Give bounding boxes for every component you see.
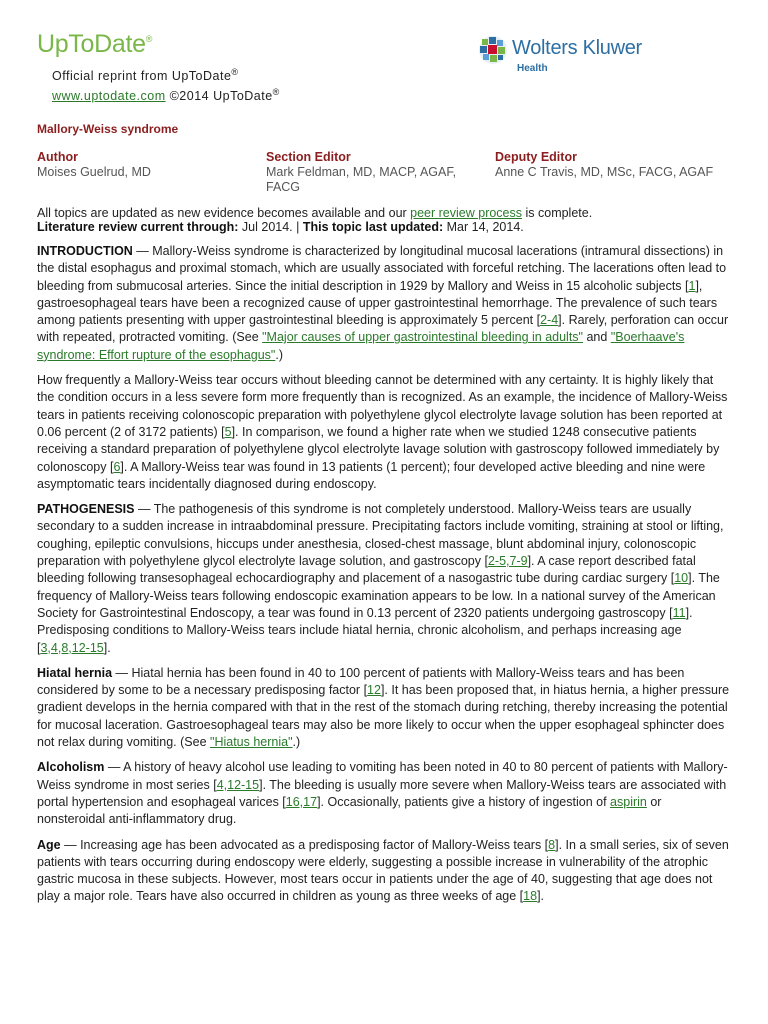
hiatal-hernia-heading: Hiatal hernia bbox=[37, 665, 113, 680]
reprint-line: Official reprint from UpToDate bbox=[52, 69, 232, 84]
reference-link[interactable]: 12 bbox=[367, 683, 381, 698]
age-paragraph bbox=[37, 837, 731, 906]
reference-link[interactable]: 2-4 bbox=[540, 313, 559, 328]
age-heading: Age bbox=[37, 837, 61, 852]
lit-review-date: Jul 2014. | bbox=[238, 220, 303, 234]
paragraph-text: How frequently a Mallory-Weiss tear occurs without bleeding cannot be determined with any certainty. It is highly likely that the condition occurs in a less severe form more frequently than is recognized. As an example, the incidence of Mallory-Weiss tears in patients receiving colonoscopic preparation with polyethylene glycol electrolyte lavage solution has been reported at 0.06 percent (2 of 3172 patients) [ bbox=[37, 373, 728, 439]
reprint-notice bbox=[52, 64, 280, 104]
deputy-editor-name: Anne C Travis, MD, MSc, FACG, AGAF bbox=[495, 165, 714, 179]
paragraph-text: ]. It has been proposed that, in hiatus hernia, a higher pressure gradient develops in the hernia compared with that in the rest of the stomach during retching, thereby increasing the potential for mucosal laceration. Gastroesophageal tears may also be more likely to occur when the upper esophageal sphincter does not relax during vomiting. (See bbox=[37, 683, 730, 750]
paragraph-text: ]. Occasionally, patients give a history of ingestion of bbox=[317, 794, 611, 809]
reference-link[interactable]: 1 bbox=[688, 278, 696, 293]
paragraph-text: ]. The bleeding is usually more severe when Mallory-Weiss tears are associated with portal hypertension and esophageal varices [ bbox=[37, 777, 727, 809]
hiatal-hernia-paragraph bbox=[37, 665, 731, 751]
paragraph-text: ]. Rarely, perforation can occur with repeated, protracted vomiting. (See bbox=[37, 313, 729, 345]
reference-link[interactable]: 18 bbox=[523, 889, 538, 904]
paragraph-text: or nonsteroidal anti-inflammatory drug. bbox=[37, 794, 662, 827]
frequency-paragraph bbox=[37, 372, 731, 493]
registered-mark: ® bbox=[145, 34, 153, 44]
paragraph-text: .) bbox=[275, 347, 284, 362]
topic-title: Mallory-Weiss syndrome bbox=[37, 122, 179, 136]
pathogenesis-paragraph bbox=[37, 501, 731, 657]
paragraph-text: — Hiatal hernia has been found in 40 to 100 percent of patients with Mallory-Weiss tears and has been considered by some to be a necessary predisposing factor [ bbox=[37, 665, 685, 698]
registered-mark: ® bbox=[272, 87, 280, 98]
topic-link-hiatus-hernia[interactable]: "Hiatus hernia" bbox=[210, 735, 293, 750]
deputy-editor-heading: Deputy Editor bbox=[495, 150, 577, 164]
paragraph-text: and bbox=[583, 330, 611, 345]
article-body bbox=[37, 206, 731, 914]
last-updated-label: This topic last updated: bbox=[302, 220, 444, 234]
author-column bbox=[37, 150, 237, 180]
section-editor-name: Mark Feldman, MD, MACP, AGAF, FACG bbox=[266, 165, 457, 194]
introduction-paragraph bbox=[37, 243, 731, 364]
paragraph-text: ]. In comparison, we found a higher rate when we studied 1248 consecutive patients receiving a standard preparation of polyethylene glycol electrolyte lavage solution with gastroscopy followed immediately by colonoscopy [ bbox=[37, 424, 720, 474]
paragraph-text: ]. In a small series, six of seven patients with tears occurring during endoscopy were elderly, suggesting a possible increase in vulnerability of the atrophic gastric mucosa in these subjects. However, most tears occur in patients under the age of 40, suggesting that age does not play a major role. Tears have also occurred in children as young as three weeks of age [ bbox=[37, 837, 729, 904]
reference-link[interactable]: 8 bbox=[548, 837, 556, 852]
wolters-kluwer-logo bbox=[476, 33, 676, 75]
reference-link[interactable]: 5 bbox=[224, 424, 232, 439]
paragraph-text: — The pathogenesis of this syndrome is not completely understood. Mallory-Weiss tears are usually secondary to a sudden increase in intraabdominal pressure. Precipitating factors include vomiting, straining at stool or lifting, coughing, epileptic convulsions, hiccups under anesthesia, closed-chest massage, blunt abdominal injury, colonoscopic preparation with polyethylene glycol electrolyte lavage solution, and gastroscopy [ bbox=[37, 502, 724, 569]
publisher-name: Wolters Kluwer bbox=[512, 37, 642, 59]
reference-link[interactable]: 4,12-15 bbox=[216, 777, 260, 792]
section-editor-column bbox=[266, 150, 476, 195]
paragraph-text: — Mallory-Weiss syndrome is characterized by longitudinal mucosal lacerations (intramural dissections) in the distal esophagus and proximal stomach, which are usually associated with forceful retching. The lacerations often lead to bleeding from submucosal arteries. Since the initial description in 1929 by Mallory and Weiss in 15 alcoholic subjects [ bbox=[37, 244, 727, 293]
update-note-text: is complete. bbox=[522, 206, 593, 220]
last-updated-date: Mar 14, 2014. bbox=[443, 220, 524, 234]
alcoholism-paragraph bbox=[37, 759, 731, 828]
lit-review-label: Literature review current through: bbox=[37, 220, 239, 234]
registered-mark: ® bbox=[231, 67, 239, 77]
topic-link-major-causes[interactable]: "Major causes of upper gastrointestinal bleeding in adults" bbox=[262, 330, 583, 345]
uptodate-url-link[interactable]: www.uptodate.com bbox=[52, 89, 166, 104]
topic-link-boerhaave[interactable]: "Boerhaave's syndrome: Effort rupture of the esophagus" bbox=[37, 330, 685, 362]
publisher-division: Health bbox=[517, 63, 548, 74]
deputy-editor-column bbox=[495, 150, 715, 180]
paragraph-text: ]. bbox=[537, 889, 545, 904]
wolters-kluwer-globe-icon bbox=[478, 35, 508, 65]
uptodate-logo bbox=[37, 30, 152, 59]
copyright-text: ©2014 UpToDate bbox=[169, 89, 273, 104]
reference-link[interactable]: 16,17 bbox=[285, 794, 318, 809]
author-heading: Author bbox=[37, 150, 78, 164]
paragraph-text: ]. bbox=[103, 640, 111, 655]
paragraph-text: ]. A case report described fatal bleeding following transesophageal echocardiography and placement of a nasogastric tube during cardiac surgery [ bbox=[37, 554, 696, 586]
paragraph-text: ], gastroesophageal tears have been a recognized cause of upper gastrointestinal hemorrhage. The prevalence of such tears among patients presenting with upper gastrointestinal bleeding is approximately 5 percent [ bbox=[37, 278, 718, 328]
update-notice bbox=[37, 206, 731, 234]
update-note-text: All topics are updated as new evidence becomes available and our bbox=[37, 206, 411, 220]
section-editor-heading: Section Editor bbox=[266, 150, 351, 164]
alcoholism-heading: Alcoholism bbox=[37, 760, 105, 775]
pathogenesis-heading: PATHOGENESIS bbox=[37, 502, 135, 517]
paragraph-text: ]. The frequency of Mallory-Weiss tears following endoscopic examination appears to be low. In a national survey of the American Society for Gastrointestinal Endoscopy, a tear was found in 0.13 percent of 2320 patients undergoing gastroscopy [ bbox=[37, 571, 720, 620]
reference-link[interactable]: 2-5,7-9 bbox=[487, 554, 528, 569]
reference-link[interactable]: 6 bbox=[113, 459, 121, 474]
peer-review-link[interactable]: peer review process bbox=[410, 206, 523, 220]
author-name: Moises Guelrud, MD bbox=[37, 165, 151, 179]
reference-link[interactable]: 11 bbox=[672, 605, 686, 620]
paragraph-text: — A history of heavy alcohol use leading to vomiting has been noted in 40 to 80 percent of patients with Mallory-Weiss syndrome in most series [ bbox=[37, 760, 728, 792]
paragraph-text: — Increasing age has been advocated as a predisposing factor of Mallory-Weiss tears [ bbox=[60, 837, 549, 852]
paragraph-text: ]. Predisposing conditions to Mallory-Weiss tears include hiatal hernia, chronic alcoholism, and perhaps increasing age [ bbox=[37, 605, 693, 655]
paragraph-text: ]. A Mallory-Weiss tear was found in 13 patients (1 percent); four developed active bleeding and nine were asymptomatic tears incidentally diagnosed during endoscopy. bbox=[37, 459, 706, 491]
uptodate-logo-text: UpToDate bbox=[37, 30, 146, 58]
paragraph-text: .) bbox=[292, 735, 301, 750]
reference-link[interactable]: 10 bbox=[674, 571, 689, 586]
reference-link[interactable]: 3,4,8,12-15 bbox=[40, 640, 104, 655]
introduction-heading: INTRODUCTION bbox=[37, 244, 133, 258]
drug-link-aspirin[interactable]: aspirin bbox=[610, 794, 647, 809]
